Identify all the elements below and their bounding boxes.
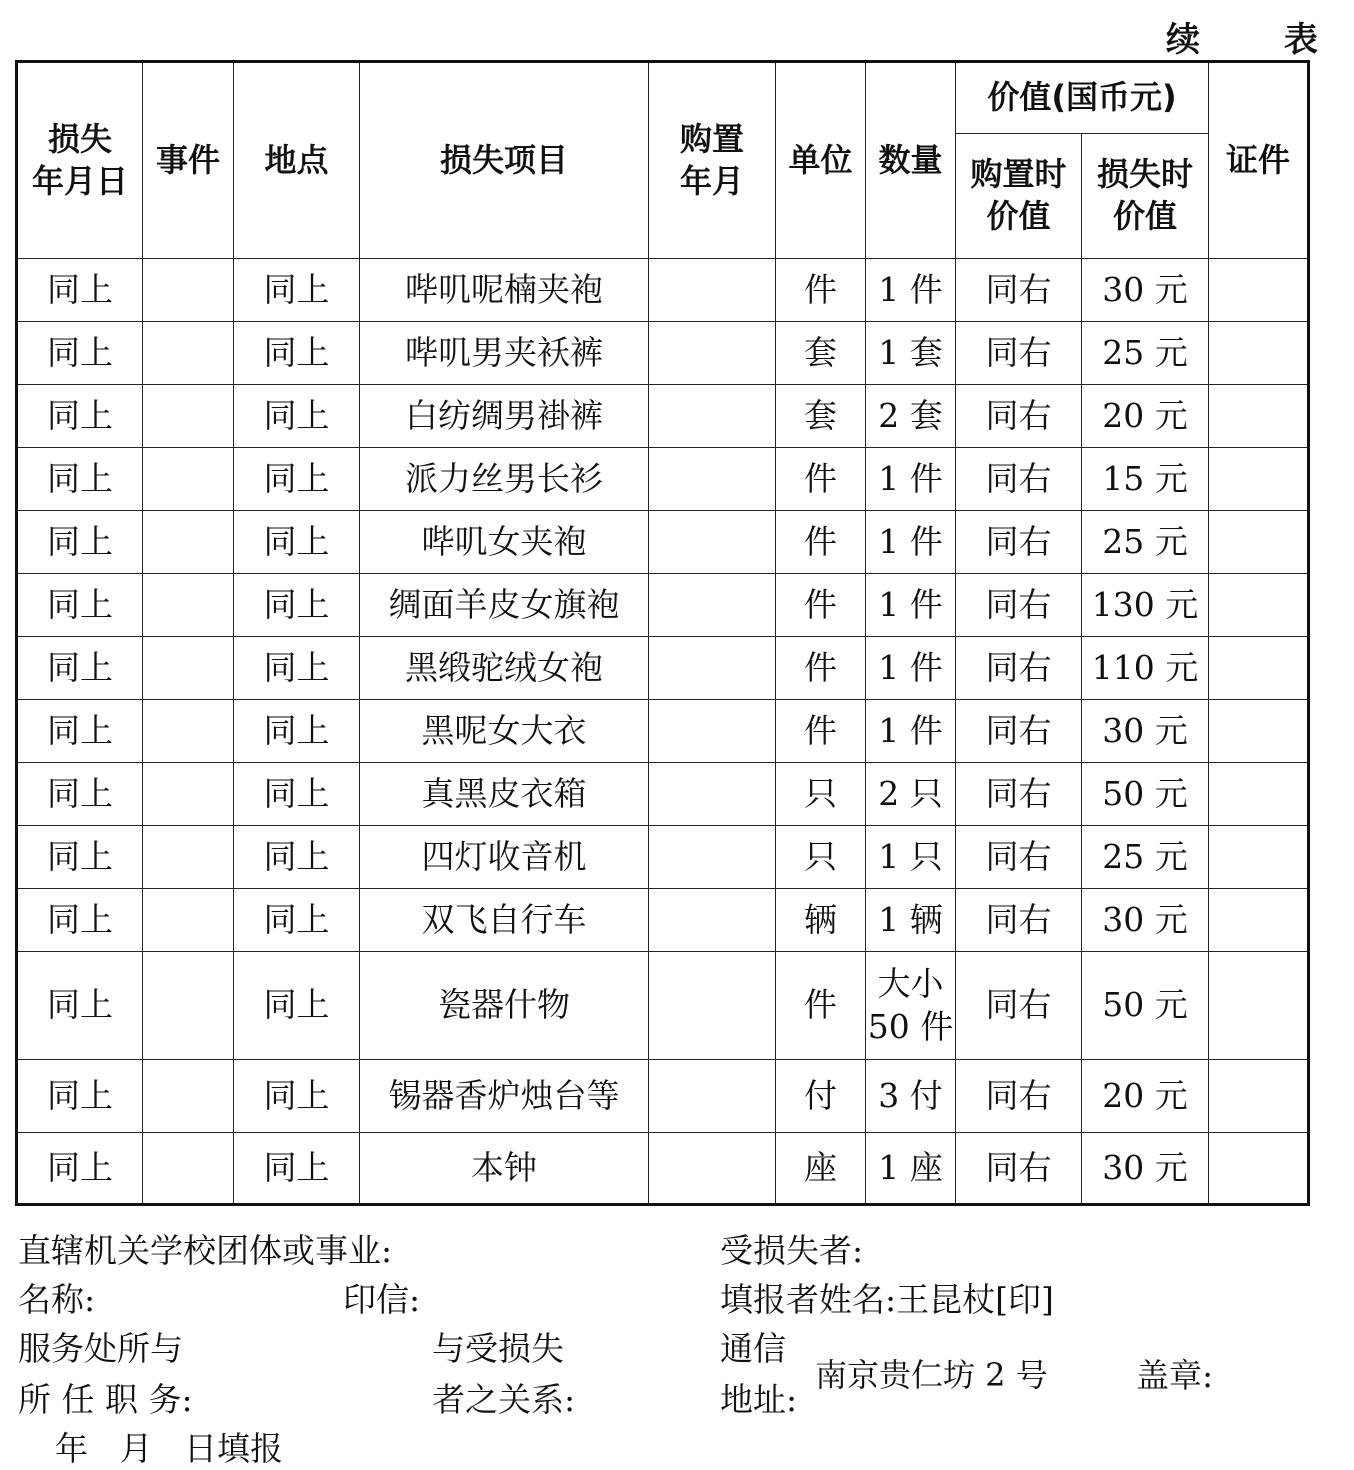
- loss-table: [15, 60, 1310, 1206]
- footer-relation-2: 者之关系:: [432, 1380, 576, 1419]
- cell-loss-value: 30 元: [1082, 889, 1209, 952]
- cell-unit: 件: [776, 574, 866, 637]
- cell-location: 同上: [234, 511, 360, 574]
- cell-loss-date: 同上: [17, 1133, 143, 1205]
- cell-certificate: [1209, 574, 1309, 637]
- cell-quantity: 1 件: [866, 574, 956, 637]
- cell-purchase-value: 同右: [956, 511, 1082, 574]
- cell-unit: 座: [776, 1133, 866, 1205]
- cell-certificate: [1209, 700, 1309, 763]
- cell-unit: 套: [776, 385, 866, 448]
- cell-unit: 件: [776, 259, 866, 322]
- cell-event: [143, 763, 234, 826]
- cell-purchase-value: 同右: [956, 700, 1082, 763]
- footer-comm: 通信: [720, 1329, 786, 1368]
- footer-address: 南京贵仁坊 2 号: [815, 1356, 1048, 1394]
- cell-purchase-date: [649, 952, 776, 1060]
- cell-loss-value: 30 元: [1082, 700, 1209, 763]
- cell-purchase-date: [649, 1060, 776, 1133]
- cell-purchase-value: 同右: [956, 322, 1082, 385]
- cell-purchase-value: 同右: [956, 574, 1082, 637]
- table-row: [17, 763, 1309, 826]
- header-purchase-value: 购置时 价值: [956, 134, 1082, 259]
- cell-event: [143, 637, 234, 700]
- cell-item: 绸面羊皮女旗袍: [360, 574, 649, 637]
- cell-unit: 付: [776, 1060, 866, 1133]
- cell-purchase-value: 同右: [956, 448, 1082, 511]
- cell-loss-date: 同上: [17, 763, 143, 826]
- cell-event: [143, 259, 234, 322]
- header-loss-date: 损失 年月日: [17, 62, 143, 259]
- cell-location: 同上: [234, 1060, 360, 1133]
- cell-loss-value: 110 元: [1082, 637, 1209, 700]
- cell-quantity: 2 套: [866, 385, 956, 448]
- cell-loss-value: 20 元: [1082, 1060, 1209, 1133]
- cell-unit: 只: [776, 826, 866, 889]
- header-quantity: 数量: [866, 62, 956, 259]
- table-row: [17, 1060, 1309, 1133]
- cell-unit: 件: [776, 700, 866, 763]
- cell-item: 派力丝男长衫: [360, 448, 649, 511]
- cell-quantity: 1 只: [866, 826, 956, 889]
- cell-purchase-date: [649, 259, 776, 322]
- header-value-group: 价值(国币元): [956, 62, 1209, 134]
- cell-location: 同上: [234, 952, 360, 1060]
- table-row: [17, 511, 1309, 574]
- table-row: [17, 889, 1309, 952]
- cell-location: 同上: [234, 322, 360, 385]
- cell-purchase-value: 同右: [956, 637, 1082, 700]
- cell-loss-date: 同上: [17, 322, 143, 385]
- cell-purchase-date: [649, 826, 776, 889]
- cell-event: [143, 826, 234, 889]
- header-unit: 单位: [776, 62, 866, 259]
- cell-location: 同上: [234, 637, 360, 700]
- cell-purchase-value: 同右: [956, 385, 1082, 448]
- cell-loss-value: 130 元: [1082, 574, 1209, 637]
- cell-purchase-date: [649, 574, 776, 637]
- cell-item: 双飞自行车: [360, 889, 649, 952]
- cell-event: [143, 385, 234, 448]
- cell-certificate: [1209, 889, 1309, 952]
- cell-location: 同上: [234, 889, 360, 952]
- header-item: 损失项目: [360, 62, 649, 259]
- cell-quantity: 1 件: [866, 259, 956, 322]
- cell-certificate: [1209, 826, 1309, 889]
- cell-loss-value: 50 元: [1082, 763, 1209, 826]
- table-row: [17, 637, 1309, 700]
- cell-purchase-date: [649, 1133, 776, 1205]
- cell-purchase-value: 同右: [956, 1133, 1082, 1205]
- cell-purchase-date: [649, 700, 776, 763]
- cell-location: 同上: [234, 1133, 360, 1205]
- cell-event: [143, 700, 234, 763]
- footer-seal-label: 印信:: [343, 1280, 421, 1319]
- footer-addr-label: 地址:: [720, 1380, 798, 1419]
- table-row: [17, 385, 1309, 448]
- cell-quantity: 大小 50 件: [866, 952, 956, 1060]
- cell-location: 同上: [234, 448, 360, 511]
- cell-unit: 只: [776, 763, 866, 826]
- table-row: [17, 1133, 1309, 1205]
- table-row: [17, 322, 1309, 385]
- cell-location: 同上: [234, 763, 360, 826]
- cell-quantity: 1 件: [866, 700, 956, 763]
- cell-certificate: [1209, 259, 1309, 322]
- cell-certificate: [1209, 385, 1309, 448]
- cell-event: [143, 952, 234, 1060]
- cell-event: [143, 889, 234, 952]
- header-location: 地点: [234, 62, 360, 259]
- table-row: [17, 826, 1309, 889]
- table-row: [17, 259, 1309, 322]
- cell-unit: 件: [776, 448, 866, 511]
- cell-loss-date: 同上: [17, 448, 143, 511]
- cell-quantity: 1 辆: [866, 889, 956, 952]
- cell-loss-value: 15 元: [1082, 448, 1209, 511]
- table-row: [17, 700, 1309, 763]
- cell-location: 同上: [234, 385, 360, 448]
- cell-event: [143, 1133, 234, 1205]
- cell-item: 黑呢女大衣: [360, 700, 649, 763]
- cell-purchase-date: [649, 889, 776, 952]
- cell-loss-value: 25 元: [1082, 511, 1209, 574]
- cell-loss-value: 20 元: [1082, 385, 1209, 448]
- cell-unit: 件: [776, 952, 866, 1060]
- cell-item: 瓷器什物: [360, 952, 649, 1060]
- cell-location: 同上: [234, 826, 360, 889]
- cell-item: 哔叽男夹袄裤: [360, 322, 649, 385]
- cell-item: 白纺绸男褂裤: [360, 385, 649, 448]
- cell-quantity: 1 件: [866, 637, 956, 700]
- cell-item: 锡器香炉烛台等: [360, 1060, 649, 1133]
- cell-event: [143, 511, 234, 574]
- cell-purchase-value: 同右: [956, 952, 1082, 1060]
- cell-loss-date: 同上: [17, 1060, 143, 1133]
- cell-certificate: [1209, 511, 1309, 574]
- cell-certificate: [1209, 322, 1309, 385]
- cell-certificate: [1209, 448, 1309, 511]
- cell-certificate: [1209, 637, 1309, 700]
- cell-unit: 套: [776, 322, 866, 385]
- header-loss-value: 损失时 价值: [1082, 134, 1209, 259]
- cell-quantity: 3 付: [866, 1060, 956, 1133]
- cell-item: 四灯收音机: [360, 826, 649, 889]
- cell-item: 黑缎驼绒女袍: [360, 637, 649, 700]
- cell-purchase-value: 同右: [956, 259, 1082, 322]
- header-certificate: 证件: [1209, 62, 1309, 259]
- cell-event: [143, 322, 234, 385]
- footer-agency: 直辖机关学校团体或事业:: [18, 1231, 393, 1270]
- footer-stamp: 盖章:: [1136, 1356, 1214, 1395]
- footer-service-2: 所 任 职 务:: [18, 1380, 193, 1419]
- cell-purchase-value: 同右: [956, 826, 1082, 889]
- cell-purchase-value: 同右: [956, 889, 1082, 952]
- cell-certificate: [1209, 952, 1309, 1060]
- cell-loss-date: 同上: [17, 259, 143, 322]
- cell-unit: 件: [776, 637, 866, 700]
- cell-item: 哔叽呢楠夹袍: [360, 259, 649, 322]
- cell-event: [143, 448, 234, 511]
- footer-service-1: 服务处所与: [18, 1329, 183, 1368]
- footer-name-label: 名称:: [18, 1280, 96, 1319]
- cell-purchase-value: 同右: [956, 763, 1082, 826]
- cell-item: 哔叽女夹袍: [360, 511, 649, 574]
- cell-quantity: 1 套: [866, 322, 956, 385]
- cell-loss-date: 同上: [17, 637, 143, 700]
- cell-purchase-date: [649, 448, 776, 511]
- cell-purchase-date: [649, 511, 776, 574]
- cell-item: 本钟: [360, 1133, 649, 1205]
- cell-loss-date: 同上: [17, 385, 143, 448]
- footer-date-fill: 年 月 日填报: [55, 1429, 283, 1468]
- cell-loss-date: 同上: [17, 826, 143, 889]
- cell-unit: 辆: [776, 889, 866, 952]
- cell-location: 同上: [234, 574, 360, 637]
- cell-certificate: [1209, 763, 1309, 826]
- cell-certificate: [1209, 1060, 1309, 1133]
- cell-purchase-date: [649, 385, 776, 448]
- cell-quantity: 2 只: [866, 763, 956, 826]
- cell-event: [143, 1060, 234, 1133]
- cell-loss-date: 同上: [17, 511, 143, 574]
- cell-loss-date: 同上: [17, 889, 143, 952]
- header-event: 事件: [143, 62, 234, 259]
- footer-victim: 受损失者:: [720, 1231, 864, 1270]
- cell-location: 同上: [234, 700, 360, 763]
- cell-purchase-date: [649, 322, 776, 385]
- cell-loss-value: 25 元: [1082, 322, 1209, 385]
- cell-quantity: 1 件: [866, 448, 956, 511]
- table-row: [17, 952, 1309, 1060]
- cell-loss-date: 同上: [17, 574, 143, 637]
- cell-certificate: [1209, 1133, 1309, 1205]
- table-row: [17, 448, 1309, 511]
- cell-item: 真黑皮衣箱: [360, 763, 649, 826]
- cell-loss-date: 同上: [17, 700, 143, 763]
- table-row: [17, 574, 1309, 637]
- continued-label: 续 表: [1166, 20, 1354, 60]
- cell-quantity: 1 座: [866, 1133, 956, 1205]
- cell-purchase-date: [649, 637, 776, 700]
- cell-loss-value: 30 元: [1082, 259, 1209, 322]
- footer-filler: 填报者姓名:王昆杖[印]: [720, 1280, 1054, 1319]
- cell-loss-value: 30 元: [1082, 1133, 1209, 1205]
- cell-purchase-value: 同右: [956, 1060, 1082, 1133]
- header-purchase-date: 购置 年月: [649, 62, 776, 259]
- cell-loss-value: 50 元: [1082, 952, 1209, 1060]
- footer-relation-1: 与受损失: [432, 1329, 564, 1368]
- cell-quantity: 1 件: [866, 511, 956, 574]
- cell-loss-value: 25 元: [1082, 826, 1209, 889]
- cell-loss-date: 同上: [17, 952, 143, 1060]
- cell-purchase-date: [649, 763, 776, 826]
- cell-location: 同上: [234, 259, 360, 322]
- cell-unit: 件: [776, 511, 866, 574]
- cell-event: [143, 574, 234, 637]
